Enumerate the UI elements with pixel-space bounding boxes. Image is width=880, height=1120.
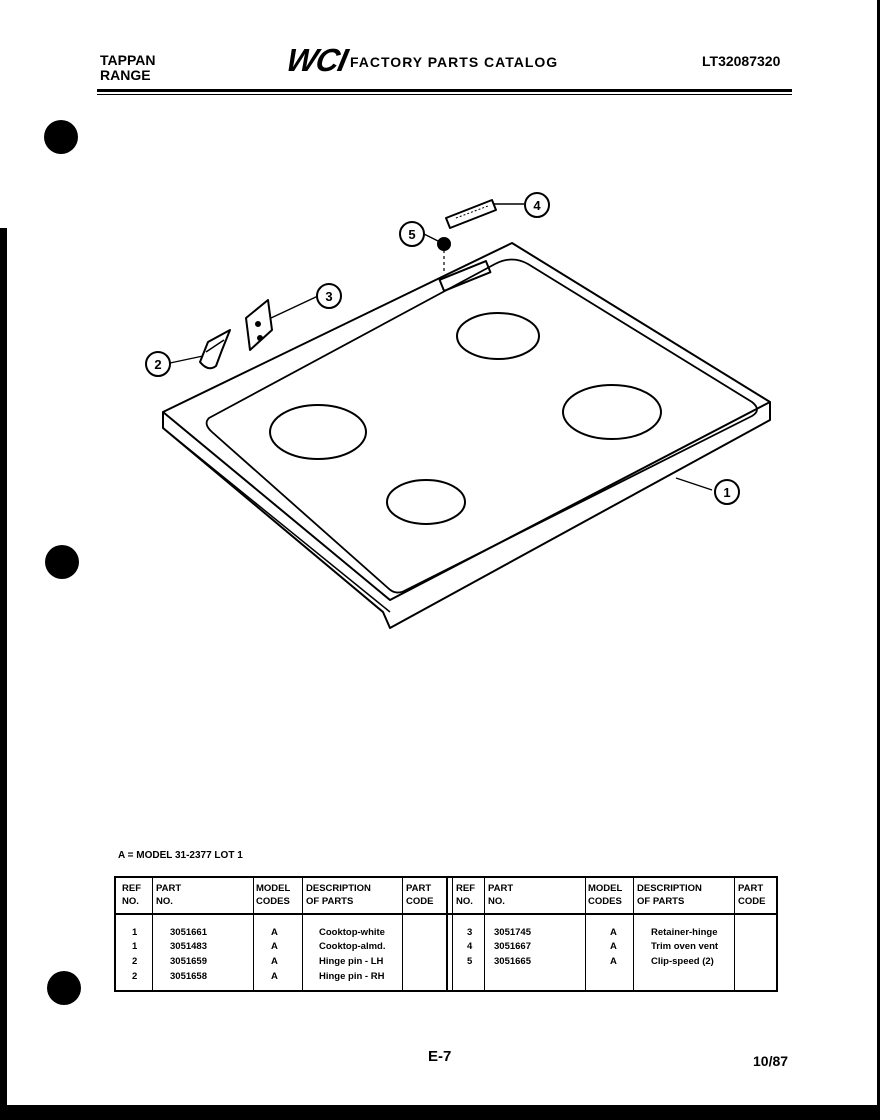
header-model-codes-right: MODEL CODES: [588, 883, 623, 907]
brand-line-2: RANGE: [100, 67, 151, 83]
catalog-date: 10/87: [753, 1053, 789, 1069]
callout-5-label: 5: [408, 227, 416, 242]
header-ref-no: REF NO.: [122, 883, 141, 907]
left-row-4-model: A: [271, 971, 278, 982]
right-row-3-ref: 5: [467, 956, 473, 967]
left-row-3-desc: Hinge pin - LH: [319, 956, 384, 967]
catalog-title: FACTORY PARTS CATALOG: [350, 54, 559, 70]
parts-table: [114, 876, 778, 992]
header-part-code-right: PART CODE: [738, 883, 766, 907]
catalog-number: LT32087320: [702, 53, 781, 69]
clip-speed-part: [438, 238, 450, 272]
header-part-code: PART CODE: [406, 883, 434, 907]
right-row-1-ref: 3: [467, 927, 473, 938]
header-ref-no-right: REF NO.: [456, 883, 475, 907]
left-row-3-ref: 2: [132, 956, 138, 967]
right-row-1-model: A: [610, 927, 617, 938]
right-row-2-part: 3051667: [494, 941, 531, 952]
left-row-4-ref: 2: [132, 971, 138, 982]
header-part-no: PART NO.: [156, 883, 182, 907]
wci-logo: WCI: [283, 42, 351, 78]
callout-5: [400, 222, 424, 246]
left-row-1-desc: Cooktop-white: [319, 927, 385, 938]
left-row-2-ref: 1: [132, 941, 138, 952]
cooktop-panel: [163, 243, 770, 628]
callout-1: [715, 480, 739, 504]
header-description-right: DESCRIPTION OF PARTS: [637, 883, 702, 907]
callout-2: [146, 352, 170, 376]
left-row-4-part: 3051658: [170, 971, 207, 982]
retainer-hinge-part: [246, 300, 272, 350]
header-description: DESCRIPTION OF PARTS: [306, 883, 371, 907]
right-row-1-part: 3051745: [494, 927, 531, 938]
left-row-3-model: A: [271, 956, 278, 967]
left-row-2-part: 3051483: [170, 941, 207, 952]
right-row-2-model: A: [610, 941, 617, 952]
callout-2-label: 2: [154, 357, 162, 372]
right-row-3-desc: Clip-speed (2): [651, 956, 714, 967]
trim-oven-vent-part: [446, 200, 496, 228]
left-row-1-part: 3051661: [170, 927, 207, 938]
left-row-1-ref: 1: [132, 927, 138, 938]
page-number: E-7: [428, 1048, 452, 1065]
brand-line-1: TAPPAN: [100, 52, 156, 68]
hinge-pin-part: [200, 330, 230, 368]
left-row-1-model: A: [271, 927, 278, 938]
right-row-2-desc: Trim oven vent: [651, 941, 719, 952]
callout-4-label: 4: [533, 198, 541, 213]
left-row-4-desc: Hinge pin - RH: [319, 971, 385, 982]
right-row-1-desc: Retainer-hinge: [651, 927, 718, 938]
model-note: A = MODEL 31-2377 LOT 1: [118, 850, 243, 861]
left-row-2-model: A: [271, 941, 278, 952]
right-row-2-ref: 4: [467, 941, 473, 952]
callout-3-label: 3: [325, 289, 333, 304]
left-row-2-desc: Cooktop-almd.: [319, 941, 386, 952]
callout-4: [525, 193, 549, 217]
header-model-codes: MODEL CODES: [256, 883, 291, 907]
right-row-3-model: A: [610, 956, 617, 967]
callout-1-label: 1: [723, 485, 731, 500]
right-row-3-part: 3051665: [494, 956, 531, 967]
left-row-3-part: 3051659: [170, 956, 207, 967]
callout-3: [317, 284, 341, 308]
header-part-no-right: PART NO.: [488, 883, 514, 907]
